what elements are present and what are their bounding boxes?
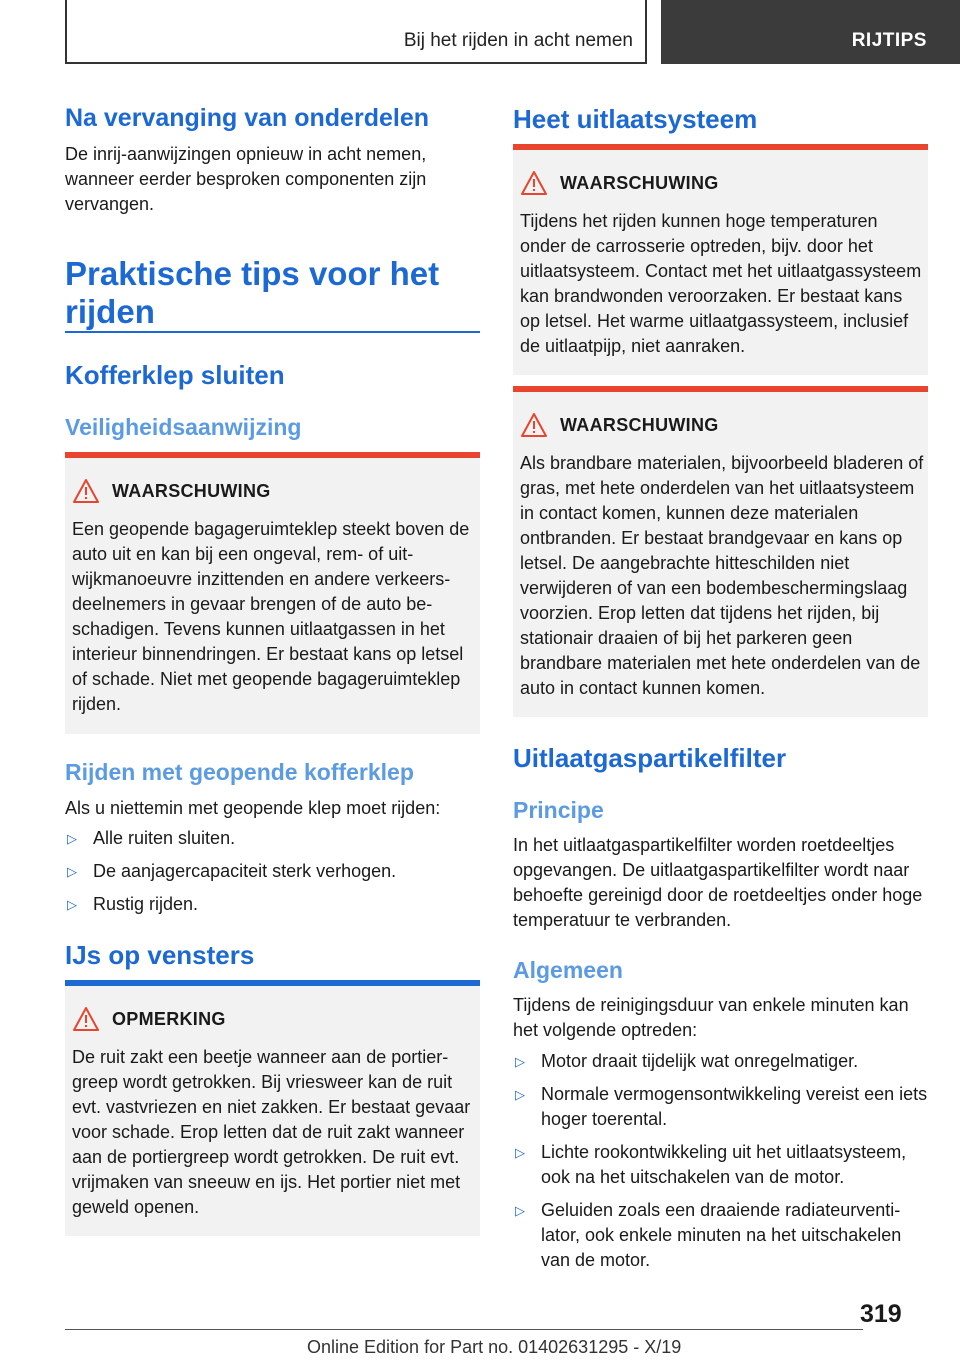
warning-box-exhaust bbox=[513, 144, 928, 375]
triangle-bullet-icon: ▷ bbox=[515, 1054, 525, 1069]
triangle-bullet-icon: ▷ bbox=[515, 1145, 525, 1160]
warning-text: Tijdens het rijden kunnen hoge temperaturen onder de carrosserie optreden, bijv. door het uitlaatsysteem. Contact met het uitlaatgassysteem kan brandwonden veroorzaken. Er bestaat kans op letsel. Het warme uitlaatgassysteem, inclusief de uitlaatpijp, niet aanraken. bbox=[520, 211, 922, 356]
warning-triangle-icon bbox=[72, 1006, 100, 1032]
list-item: ▷ Motor draait tijdelijk wat onregelmatiger. bbox=[513, 1049, 928, 1074]
warning-text: Een geopende bagageruimteklep steekt boven de auto uit en kan bij een ongeval, rem- of uitwijkmanoeuvre inzittenden en andere verkeersdeelnemers in gevaar brengen of de auto beschadigen. Tevens kunnen uitlaatgassen in het interieur binnendringen. Er bestaat kans op letsel of schade. Niet met geopende bagageruimteklep rijden. bbox=[72, 519, 470, 714]
header-section-box bbox=[65, 0, 647, 64]
triangle-bullet-icon: ▷ bbox=[515, 1203, 525, 1218]
main-heading: Praktische tips voor het rijden bbox=[65, 255, 440, 330]
edition-text: Online Edition for Part no. 01402631295 - X/19 bbox=[307, 1337, 682, 1357]
list-item: ▷ Rustig rijden. bbox=[65, 892, 480, 917]
note-label: OPMERKING bbox=[112, 1009, 226, 1029]
warning-box-fire bbox=[513, 386, 928, 717]
list-item: ▷ Lichte rookontwikkeling uit het uitlaatsysteem, ook na het uitschakelen van de motor. bbox=[515, 1142, 907, 1187]
warning-triangle-icon bbox=[520, 170, 548, 196]
warning-box-trunk bbox=[65, 452, 480, 734]
driving-open-intro: Als u niettemin met geopende klep moet rijden: bbox=[65, 798, 441, 818]
warning-label: WAARSCHUWING bbox=[560, 173, 719, 193]
safety-heading: Veiligheidsaanwijzing bbox=[65, 414, 302, 440]
replace-heading: Na vervanging van onderdelen bbox=[65, 104, 429, 132]
warning-label: WAARSCHUWING bbox=[560, 415, 719, 435]
trunk-heading: Kofferklep sluiten bbox=[65, 360, 285, 390]
list-item: ▷ De aanjagercapaciteit sterk verhogen. bbox=[65, 859, 480, 884]
triangle-bullet-icon: ▷ bbox=[67, 831, 77, 846]
general-list bbox=[513, 1049, 928, 1273]
triangle-bullet-icon: ▷ bbox=[515, 1087, 525, 1102]
principle-heading: Principe bbox=[513, 797, 604, 823]
warning-triangle-icon bbox=[72, 478, 100, 504]
filter-heading: Uitlaatgaspartikelfilter bbox=[513, 743, 787, 773]
triangle-bullet-icon: ▷ bbox=[67, 897, 77, 912]
general-intro: Tijdens de reinigingsduur van enkele minuten kan het volgende optreden: bbox=[513, 995, 909, 1040]
driving-open-list bbox=[65, 826, 480, 917]
principle-text: In het uitlaatgaspartikelfilter worden roetdeeltjes opgevangen. De uitlaatgaspartikelfilter wordt naar behoefte gereinigd door de roetdeeltjes onder hoge temperatuur te verbranden. bbox=[513, 835, 923, 930]
ice-heading: IJs op vensters bbox=[65, 940, 255, 970]
list-item: ▷ Normale vermogensontwikkeling vereist een iets hoger toerental. bbox=[515, 1084, 928, 1129]
exhaust-heading: Heet uitlaatsysteem bbox=[513, 104, 758, 134]
section-title: Bij het rijden in acht nemen bbox=[403, 30, 633, 51]
main-heading-rule bbox=[65, 331, 480, 333]
chapter-label: RIJTIPS bbox=[851, 30, 927, 51]
list-item: ▷ Geluiden zoals een draaiende radiateurventilator, ook enkele minuten na het uitschakelen van de motor. bbox=[515, 1200, 902, 1270]
note-text: De ruit zakt een beetje wanneer aan de portiergreep wordt getrokken. Bij vriesweer kan de ruit evt. vastvriezen en niet zakken. Er bestaat gevaar voor schade. Erop letten dat de ruit zakt wanneer aan de portiergreep wordt getrokken. De ruit evt. vrijmaken van sneeuw en ijs. Het portier niet met geweld openen. bbox=[72, 1047, 471, 1217]
note-box-ice bbox=[65, 980, 480, 1236]
warning-label: WAARSCHUWING bbox=[112, 481, 271, 501]
replace-text: De inrij-aanwijzingen opnieuw in acht nemen, wanneer eerder besproken componenten zijn vervangen. bbox=[65, 144, 427, 214]
page-number: 319 bbox=[860, 1300, 902, 1328]
chapter-tab bbox=[661, 0, 960, 64]
driving-open-heading: Rijden met geopende kofferklep bbox=[65, 759, 414, 785]
general-heading: Algemeen bbox=[513, 957, 623, 983]
footer-rule bbox=[65, 1329, 863, 1330]
list-item: ▷ Alle ruiten sluiten. bbox=[65, 826, 480, 851]
triangle-bullet-icon: ▷ bbox=[67, 864, 77, 879]
warning-triangle-icon bbox=[520, 412, 548, 438]
warning-text: Als brandbare materialen, bijvoorbeeld bladeren of gras, met hete onderdelen van het uitlaatsysteem in contact komen, kunnen deze materialen ontbranden. Er bestaat brandgevaar en kans op letsel. De aangebrachte hitteschilden niet verwijderen of van een bodembeschermingslaag voorzien. Erop letten dat tijdens het rijden, bij stationair draaien of bij het parkeren geen brandbare materialen met hete onderdelen van de auto in contact kunnen komen. bbox=[520, 453, 924, 698]
